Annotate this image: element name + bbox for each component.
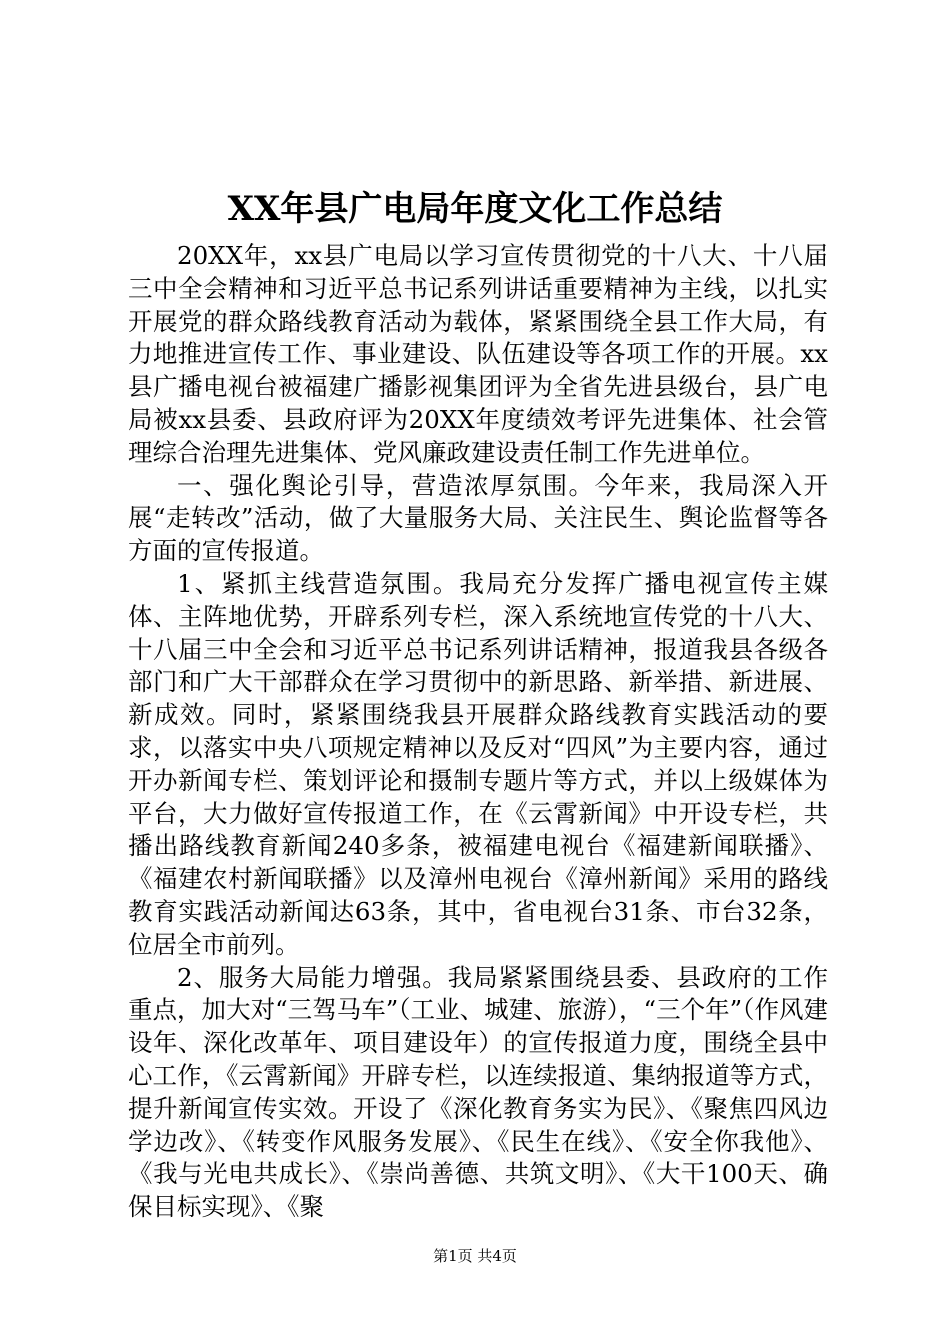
paragraph-intro: 20XX年，xx县广电局以学习宣传贯彻党的十八大、十八届三中全会精神和习近平总书记系列讲话重要精神为主线，以扎实开展党的群众路线教育活动为载体，紧紧围绕全县工作大局，有力地推进宣传工作、事业建设、队伍建设等各项工作的开展。xx县广播电视台被福建广播影视集团评为全省先进县级台，县广电局被xx县委、县政府评为20XX年度绩效考评先进集体、社会管理综合治理先进集体、党风廉政建设责任制工作先进单位。 bbox=[128, 241, 828, 467]
page-footer: 第1页 共4页 bbox=[433, 1247, 517, 1265]
paragraph-item-1: 1、紧抓主线营造氛围。我局充分发挥广播电视宣传主媒体、主阵地优势，开辟系列专栏，深入系统地宣传党的十八大、十八届三中全会和习近平总书记系列讲话精神，报道我县各级各部门和广大干部群众在学习贯彻中的新思路、新举措、新进展、新成效。同时，紧紧围绕我县开展群众路线教育实践活动的要求，以落实中央八项规定精神以及反对“四风”为主要内容，通过开办新闻专栏、策划评论和摄制专题片等方式，并以上级媒体为平台，大力做好宣传报道工作，在《云霄新闻》中开设专栏，共播出路线教育新闻240多条，被福建电视台《福建新闻联播》、《福建农村新闻联播》以及漳州电视台《漳州新闻》采用的路线教育实践活动新闻达63条，其中，省电视台31条、市台32条，位居全市前列。 bbox=[128, 568, 828, 959]
document-body bbox=[128, 240, 828, 1224]
paragraph-item-2: 2、服务大局能力增强。我局紧紧围绕县委、县政府的工作重点，加大对“三驾马车”（工业、城建、旅游），“三个年”（作风建设年、深化改革年、项目建设年）的宣传报道力度，围绕全县中心工作，《云霄新闻》开辟专栏，以连续报道、集纳报道等方式，提升新闻宣传实效。开设了《深化教育务实为民》、《聚焦四风边学边改》、《转变作风服务发展》、《民生在线》、《安全你我他》、《我与光电共成长》、《崇尚善德、共筑文明》、《大干100天、确保目标实现》、《聚 bbox=[128, 962, 828, 1222]
document-title: XX年县广电局年度文化工作总结 bbox=[227, 189, 723, 229]
paragraph-section-1: 一、强化舆论引导，营造浓厚氛围。今年来，我局深入开展“走转改”活动，做了大量服务大局、关注民生、舆论监督等各方面的宣传报道。 bbox=[128, 470, 828, 566]
